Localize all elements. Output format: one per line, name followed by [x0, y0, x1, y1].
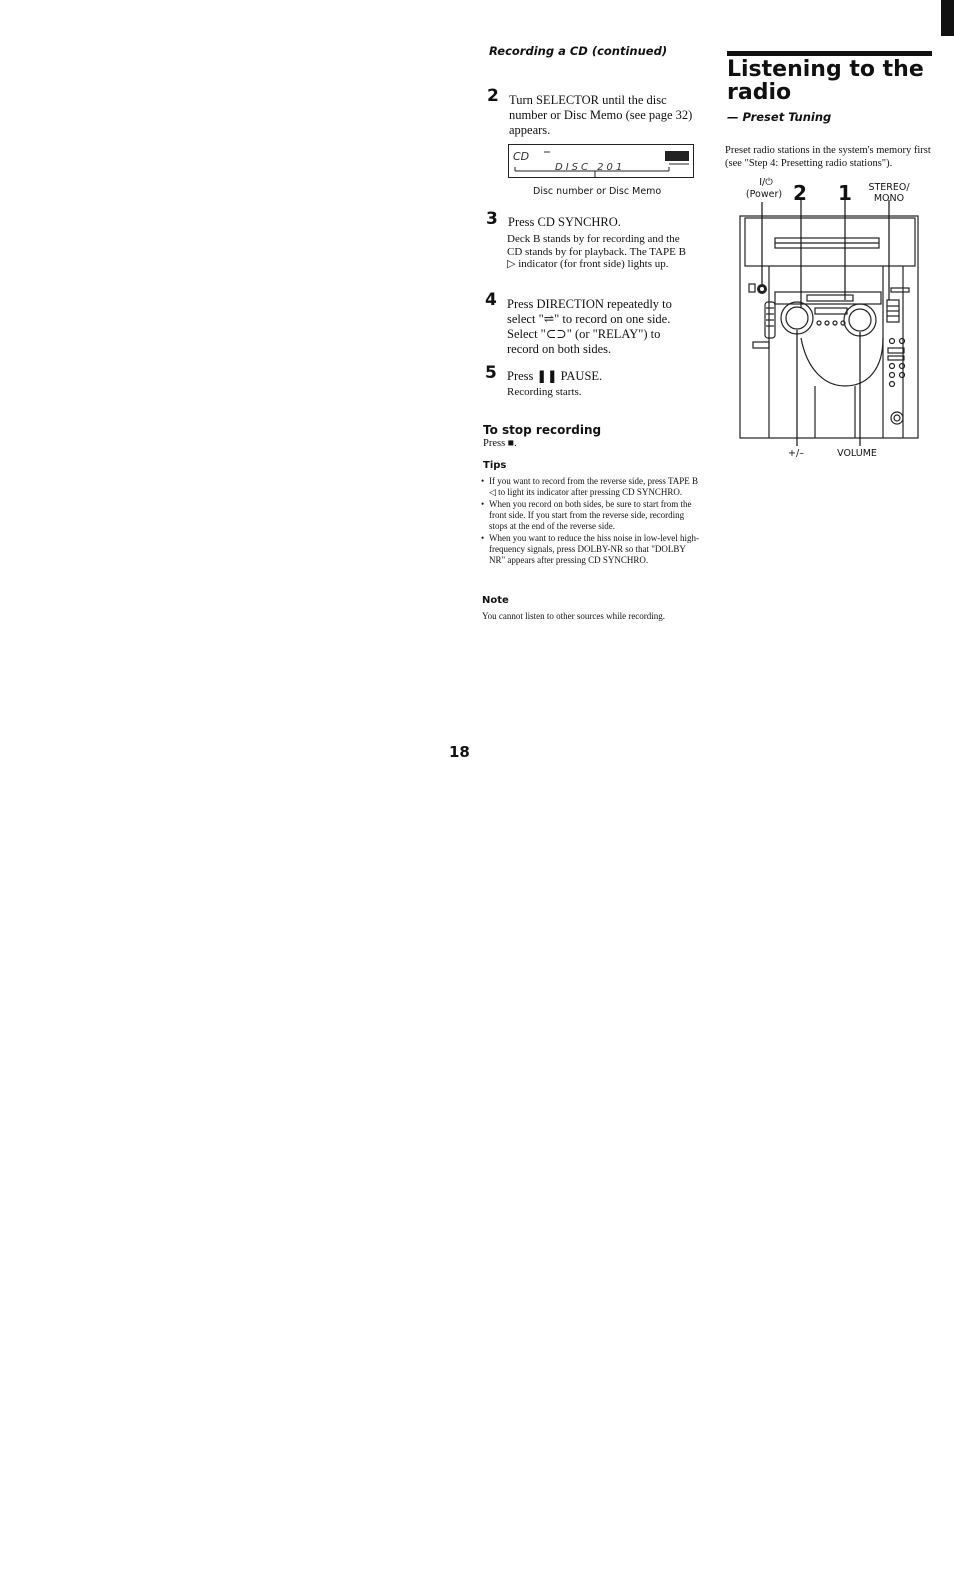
tape-icon: [665, 151, 689, 161]
note-heading: Note: [482, 595, 509, 606]
plus-minus-label: +/–: [788, 448, 804, 459]
step-text: Press CD SYNCHRO.: [508, 215, 621, 229]
step-text: Press DIRECTION repeatedly to select "⇌" to record on one side. Select "⊂⊃" (or "RELAY") to record on both sides.: [507, 297, 672, 356]
running-head: Recording a CD (continued): [489, 44, 668, 58]
step-text: Press ❚❚ PAUSE.: [507, 369, 603, 383]
lcd-readout: DISC 201: [555, 162, 626, 173]
cabinet-outline: [740, 216, 918, 438]
callout-number-2: 2: [793, 181, 807, 205]
step-number: 2: [487, 86, 499, 106]
power-label: (Power): [745, 189, 783, 200]
front-display: [775, 292, 881, 304]
cd-logo-icon: CD: [513, 150, 530, 163]
title-rule: [727, 51, 932, 56]
intro-text: Preset radio stations in the system's memory first (see "Step 4: Presetting radio stations").: [725, 145, 931, 169]
stereo-mono-label: STEREO/ MONO: [868, 182, 910, 204]
section-subtitle: — Preset Tuning: [727, 110, 832, 124]
step-number: 4: [485, 290, 497, 310]
step-text: Turn SELECTOR until the disc number or Disc Memo (see page 32) appears.: [509, 93, 693, 137]
tips-list: [481, 476, 703, 567]
volume-label: VOLUME: [837, 448, 877, 459]
stop-heading: To stop recording: [483, 423, 602, 437]
tip-item: • When you want to reduce the hiss noise in low-level high-frequency signals, press DOLBY-NR so that "DOLBY NR" appears after pressing CD SYNCHRO.: [481, 533, 703, 566]
stereo-system-illustration: [735, 200, 935, 450]
step-number: 5: [485, 363, 497, 383]
headphone-jack: [891, 412, 903, 424]
stop-text: Press ■.: [483, 438, 517, 449]
step-number: 3: [486, 209, 498, 229]
display-caption: Disc number or Disc Memo: [533, 186, 662, 197]
step-subtext: Recording starts.: [507, 386, 582, 398]
tip-item: • If you want to record from the reverse side, press TAPE B ◁ to light its indicator after pressing CD SYNCHRO.: [481, 476, 703, 498]
step-subtext: Deck B stands by for recording and the CD stands by for playback. The TAPE B ▷ indicator (for front side) lights up.: [507, 233, 686, 270]
power-symbol-label: I/⏻: [759, 177, 773, 188]
tip-item: • When you record on both sides, be sure to start from the front side. If you start from the reverse side, recording stops at the end of the reverse side.: [481, 499, 703, 532]
chapter-edge-tab: [941, 0, 954, 36]
callout-number-1: 1: [838, 181, 852, 205]
section-title: Listening to the radio: [727, 57, 924, 105]
note-text: You cannot listen to other sources while recording.: [482, 611, 666, 621]
page-number: 18: [449, 743, 470, 761]
tips-heading: Tips: [483, 460, 507, 471]
